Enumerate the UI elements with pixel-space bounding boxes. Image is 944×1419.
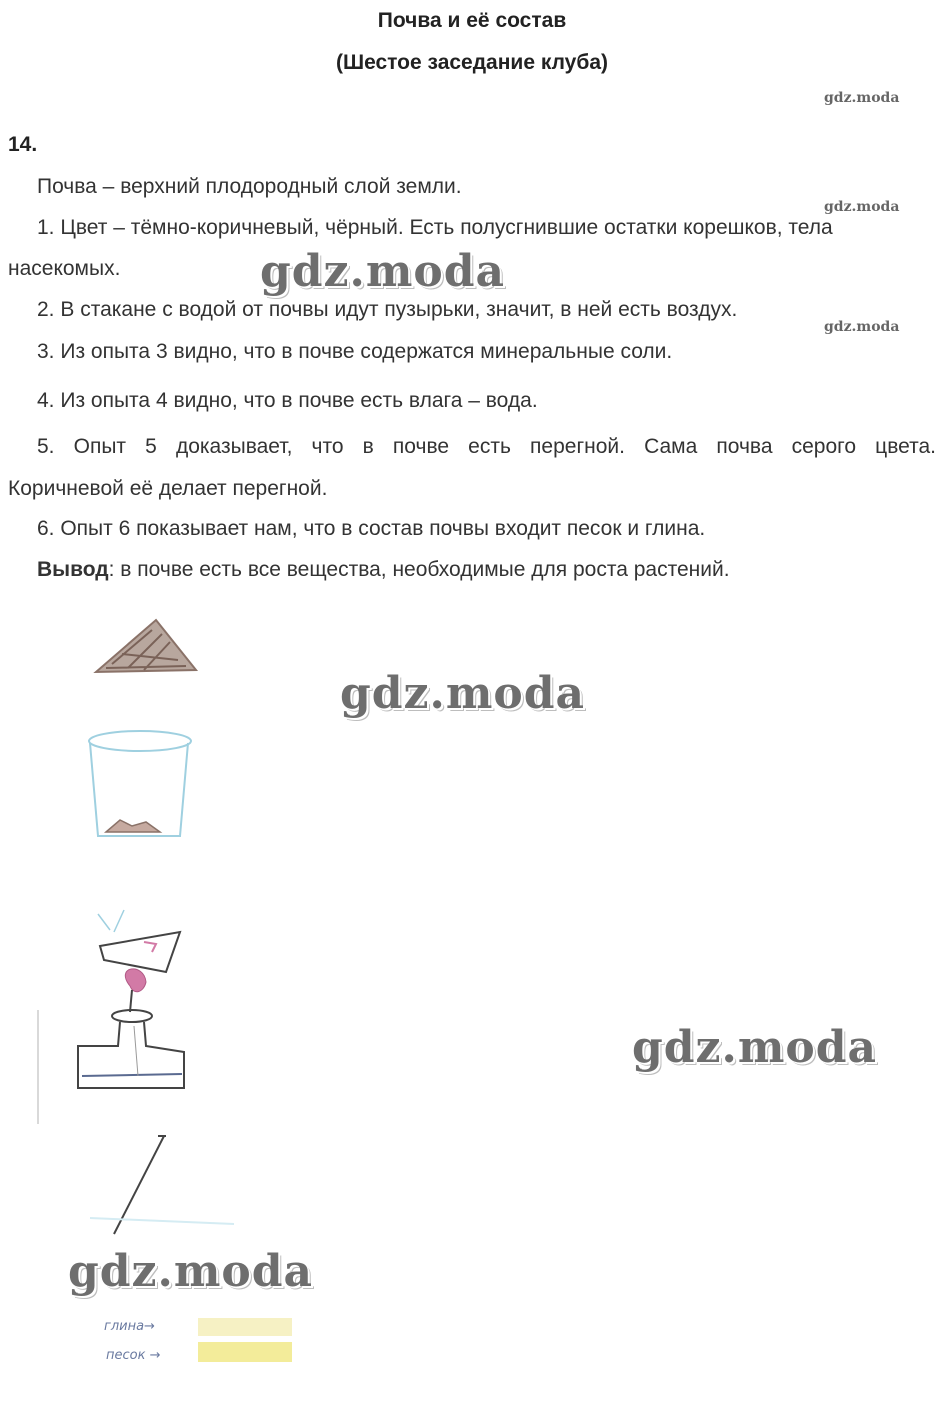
page-subtitle: (Шестое заседание клуба) (336, 51, 608, 74)
watermark-large-4: gdz.moda (68, 1246, 314, 1297)
conclusion-label: Вывод (37, 558, 109, 581)
layers-experiment-drawing (84, 1132, 314, 1242)
clay-label: глина→ (104, 1319, 155, 1334)
soil-pile-drawing (92, 614, 202, 678)
watermark-small-2: gdz.moda (824, 199, 900, 215)
watermark-small-1: gdz.moda (824, 90, 900, 106)
item-5-line-2: Коричневой её делает перегной. (8, 477, 328, 500)
conclusion-text: : в почве есть все вещества, необходимые для роста растений. (108, 558, 730, 581)
task-number: 14. (8, 133, 38, 156)
sand-clay-layers-drawing (194, 1312, 298, 1368)
item-3-text: 3. Из опыта 3 видно, что в почве содержатся минеральные соли. (37, 340, 673, 363)
watermark-small-3: gdz.moda (824, 319, 900, 335)
item-1-line-1: 1. Цвет – тёмно-коричневый, чёрный. Есть полусгнившие остатки корешков, тела (37, 216, 833, 239)
sand-label: песок → (106, 1348, 161, 1363)
page-title: Почва и её состав (377, 9, 567, 32)
conclusion-line (37, 558, 730, 582)
item-5-line-1: 5. Опыт 5 доказывает, что в почве есть перегной. Сама почва серого цвета. (37, 435, 936, 458)
watermark-large-2: gdz.moda (340, 668, 586, 719)
glass-with-soil-drawing (84, 726, 196, 842)
item-6-text: 6. Опыт 6 показывает нам, что в состав почвы входит песок и глина. (37, 517, 706, 540)
watermark-large-1: gdz.moda (260, 246, 506, 297)
heating-experiment-drawing (34, 906, 194, 1126)
watermark-large-3: gdz.moda (632, 1022, 878, 1073)
item-4-text: 4. Из опыта 4 видно, что в почве есть влага – вода. (37, 389, 538, 412)
item-1-line-2: насекомых. (8, 257, 121, 280)
item-2-text: 2. В стакане с водой от почвы идут пузырьки, значит, в ней есть воздух. (37, 298, 738, 321)
definition-text: Почва – верхний плодородный слой земли. (37, 175, 462, 198)
